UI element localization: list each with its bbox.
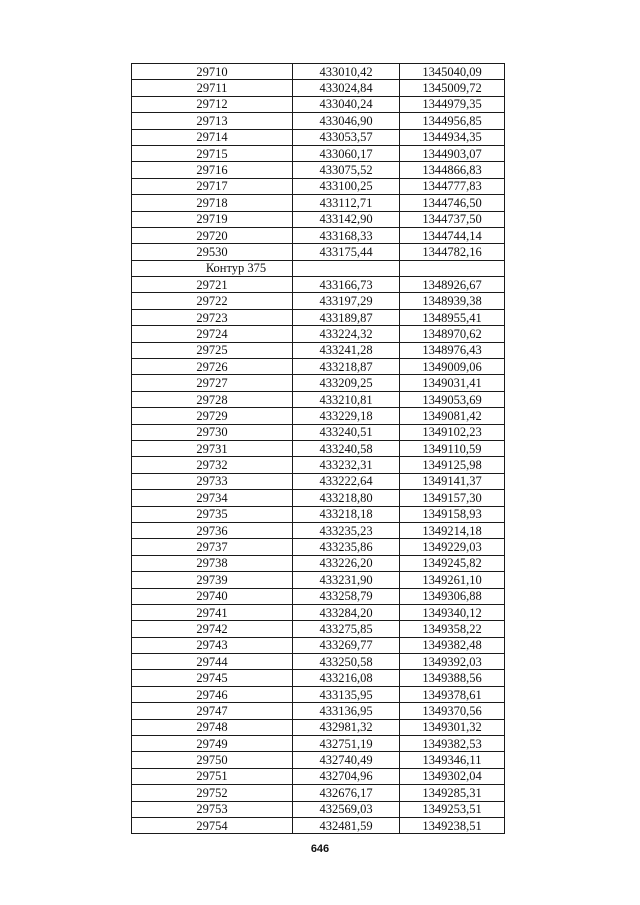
table-row [132,342,505,358]
x-coordinate-cell: 433218,87 [293,359,400,375]
point-number-cell: 29728 [132,391,293,407]
y-coordinate-cell: 1349238,51 [400,817,505,833]
y-coordinate-cell: 1344744,14 [400,227,505,243]
table-row [132,440,505,456]
point-number-cell: 29745 [132,670,293,686]
y-coordinate-cell: 1344903,07 [400,145,505,161]
table-row [132,473,505,489]
y-coordinate-cell: 1349370,56 [400,703,505,719]
x-coordinate-cell: 433010,42 [293,64,400,80]
point-number-cell: 29717 [132,178,293,194]
coordinates-table-body [132,64,505,834]
table-row [132,490,505,506]
x-coordinate-cell: 433222,64 [293,473,400,489]
point-number-cell: 29716 [132,162,293,178]
x-coordinate-cell: 433284,20 [293,604,400,620]
point-number-cell: 29752 [132,785,293,801]
point-number-cell: 29737 [132,539,293,555]
point-number-cell: 29711 [132,80,293,96]
table-row [132,129,505,145]
point-number-cell: 29738 [132,555,293,571]
table-row [132,588,505,604]
table-row [132,96,505,112]
page-number: 646 [310,843,330,855]
table-row [132,654,505,670]
x-coordinate-cell: 432569,03 [293,801,400,817]
x-coordinate-cell: 433210,81 [293,391,400,407]
x-coordinate-cell: 433216,08 [293,670,400,686]
x-coordinate-cell: 433258,79 [293,588,400,604]
point-number-cell: 29715 [132,145,293,161]
y-coordinate-cell: 1349053,69 [400,391,505,407]
y-coordinate-cell: 1349358,22 [400,621,505,637]
table-row [132,817,505,833]
x-coordinate-cell: 433046,90 [293,113,400,129]
x-coordinate-cell: 433269,77 [293,637,400,653]
point-number-cell: 29743 [132,637,293,653]
point-number-cell: 29727 [132,375,293,391]
table-row [132,703,505,719]
point-number-cell: 29751 [132,768,293,784]
y-coordinate-cell: 1349214,18 [400,522,505,538]
x-coordinate-cell: 433075,52 [293,162,400,178]
table-row [132,686,505,702]
table-row [132,408,505,424]
point-number-cell: 29754 [132,817,293,833]
point-number-cell: 29736 [132,522,293,538]
x-coordinate-cell: 432751,19 [293,736,400,752]
table-row [132,752,505,768]
point-number-cell: 29718 [132,195,293,211]
y-coordinate-cell: 1349009,06 [400,359,505,375]
point-number-cell: 29726 [132,359,293,375]
y-coordinate-cell: 1348955,41 [400,309,505,325]
table-row [132,277,505,293]
point-number-cell: 29748 [132,719,293,735]
table-row [132,604,505,620]
y-coordinate-cell: 1349302,04 [400,768,505,784]
point-number-cell: 29729 [132,408,293,424]
y-coordinate-cell: 1349158,93 [400,506,505,522]
x-coordinate-cell: 433024,84 [293,80,400,96]
x-coordinate-cell: 433197,29 [293,293,400,309]
point-number-cell: 29722 [132,293,293,309]
table-row [132,555,505,571]
point-number-cell: 29744 [132,654,293,670]
table-row [132,768,505,784]
point-number-cell: 29750 [132,752,293,768]
y-coordinate-cell: 1349081,42 [400,408,505,424]
x-coordinate-cell: 433229,18 [293,408,400,424]
x-coordinate-cell: 433136,95 [293,703,400,719]
x-coordinate-cell: 432481,59 [293,817,400,833]
point-number-cell: 29719 [132,211,293,227]
table-row [132,391,505,407]
x-coordinate-cell: 433040,24 [293,96,400,112]
empty-cell [293,260,400,276]
x-coordinate-cell: 433060,17 [293,145,400,161]
table-row [132,227,505,243]
y-coordinate-cell: 1345040,09 [400,64,505,80]
table-row [132,522,505,538]
y-coordinate-cell: 1344979,35 [400,96,505,112]
y-coordinate-cell: 1344777,83 [400,178,505,194]
x-coordinate-cell: 433189,87 [293,309,400,325]
y-coordinate-cell: 1349340,12 [400,604,505,620]
point-number-cell: 29753 [132,801,293,817]
y-coordinate-cell: 1349031,41 [400,375,505,391]
point-number-cell: 29710 [132,64,293,80]
y-coordinate-cell: 1349125,98 [400,457,505,473]
table-row [132,80,505,96]
y-coordinate-cell: 1349382,48 [400,637,505,653]
x-coordinate-cell: 433224,32 [293,326,400,342]
point-number-cell: 29749 [132,736,293,752]
x-coordinate-cell: 432704,96 [293,768,400,784]
table-row [132,326,505,342]
point-number-cell: 29725 [132,342,293,358]
point-number-cell: 29741 [132,604,293,620]
table-row [132,195,505,211]
y-coordinate-cell: 1349346,11 [400,752,505,768]
x-coordinate-cell: 433168,33 [293,227,400,243]
y-coordinate-cell: 1349141,37 [400,473,505,489]
point-number-cell: 29734 [132,490,293,506]
x-coordinate-cell: 433175,44 [293,244,400,260]
table-row [132,736,505,752]
x-coordinate-cell: 433100,25 [293,178,400,194]
y-coordinate-cell: 1349253,51 [400,801,505,817]
y-coordinate-cell: 1344746,50 [400,195,505,211]
x-coordinate-cell: 433135,95 [293,686,400,702]
point-number-cell: 29730 [132,424,293,440]
y-coordinate-cell: 1349261,10 [400,572,505,588]
y-coordinate-cell: 1348939,38 [400,293,505,309]
x-coordinate-cell: 433232,31 [293,457,400,473]
point-number-cell: 29733 [132,473,293,489]
contour-header-row [132,260,505,276]
x-coordinate-cell: 433275,85 [293,621,400,637]
x-coordinate-cell: 433231,90 [293,572,400,588]
x-coordinate-cell: 433240,51 [293,424,400,440]
point-number-cell: 29721 [132,277,293,293]
table-row [132,785,505,801]
y-coordinate-cell: 1349306,88 [400,588,505,604]
point-number-cell: 29712 [132,96,293,112]
y-coordinate-cell: 1349392,03 [400,654,505,670]
point-number-cell: 29746 [132,686,293,702]
y-coordinate-cell: 1344737,50 [400,211,505,227]
table-row [132,113,505,129]
table-row [132,211,505,227]
x-coordinate-cell: 433112,71 [293,195,400,211]
table-row [132,621,505,637]
x-coordinate-cell: 432740,49 [293,752,400,768]
y-coordinate-cell: 1349301,32 [400,719,505,735]
point-number-cell: 29530 [132,244,293,260]
table-row [132,572,505,588]
table-row [132,670,505,686]
table-row [132,637,505,653]
y-coordinate-cell: 1349157,30 [400,490,505,506]
point-number-cell: 29739 [132,572,293,588]
x-coordinate-cell: 433241,28 [293,342,400,358]
point-number-cell: 29723 [132,309,293,325]
empty-cell [400,260,505,276]
x-coordinate-cell: 432981,32 [293,719,400,735]
y-coordinate-cell: 1349102,23 [400,424,505,440]
y-coordinate-cell: 1349382,53 [400,736,505,752]
point-number-cell: 29732 [132,457,293,473]
point-number-cell: 29714 [132,129,293,145]
table-row [132,359,505,375]
y-coordinate-cell: 1348976,43 [400,342,505,358]
x-coordinate-cell: 433240,58 [293,440,400,456]
y-coordinate-cell: 1344934,35 [400,129,505,145]
point-number-cell: 29742 [132,621,293,637]
x-coordinate-cell: 433218,18 [293,506,400,522]
table-row [132,719,505,735]
y-coordinate-cell: 1344956,85 [400,113,505,129]
table-row [132,424,505,440]
coordinates-table [131,63,505,834]
point-number-cell: 29724 [132,326,293,342]
y-coordinate-cell: 1349285,31 [400,785,505,801]
point-number-cell: 29735 [132,506,293,522]
table-row [132,145,505,161]
point-number-cell: 29720 [132,227,293,243]
y-coordinate-cell: 1348926,67 [400,277,505,293]
x-coordinate-cell: 433235,86 [293,539,400,555]
contour-label: Контур 375 [132,260,293,276]
table-row [132,178,505,194]
table-row [132,457,505,473]
y-coordinate-cell: 1349229,03 [400,539,505,555]
y-coordinate-cell: 1349378,61 [400,686,505,702]
x-coordinate-cell: 433053,57 [293,129,400,145]
table-row [132,244,505,260]
point-number-cell: 29731 [132,440,293,456]
y-coordinate-cell: 1348970,62 [400,326,505,342]
y-coordinate-cell: 1349110,59 [400,440,505,456]
x-coordinate-cell: 433226,20 [293,555,400,571]
x-coordinate-cell: 433166,73 [293,277,400,293]
table-row [132,309,505,325]
x-coordinate-cell: 433235,23 [293,522,400,538]
y-coordinate-cell: 1349245,82 [400,555,505,571]
x-coordinate-cell: 433218,80 [293,490,400,506]
table-row [132,539,505,555]
y-coordinate-cell: 1344866,83 [400,162,505,178]
table-row [132,64,505,80]
y-coordinate-cell: 1349388,56 [400,670,505,686]
table-row [132,375,505,391]
table-row [132,293,505,309]
y-coordinate-cell: 1344782,16 [400,244,505,260]
table-row [132,162,505,178]
x-coordinate-cell: 433250,58 [293,654,400,670]
x-coordinate-cell: 432676,17 [293,785,400,801]
table-row [132,506,505,522]
x-coordinate-cell: 433142,90 [293,211,400,227]
point-number-cell: 29747 [132,703,293,719]
y-coordinate-cell: 1345009,72 [400,80,505,96]
x-coordinate-cell: 433209,25 [293,375,400,391]
table-row [132,801,505,817]
point-number-cell: 29713 [132,113,293,129]
point-number-cell: 29740 [132,588,293,604]
